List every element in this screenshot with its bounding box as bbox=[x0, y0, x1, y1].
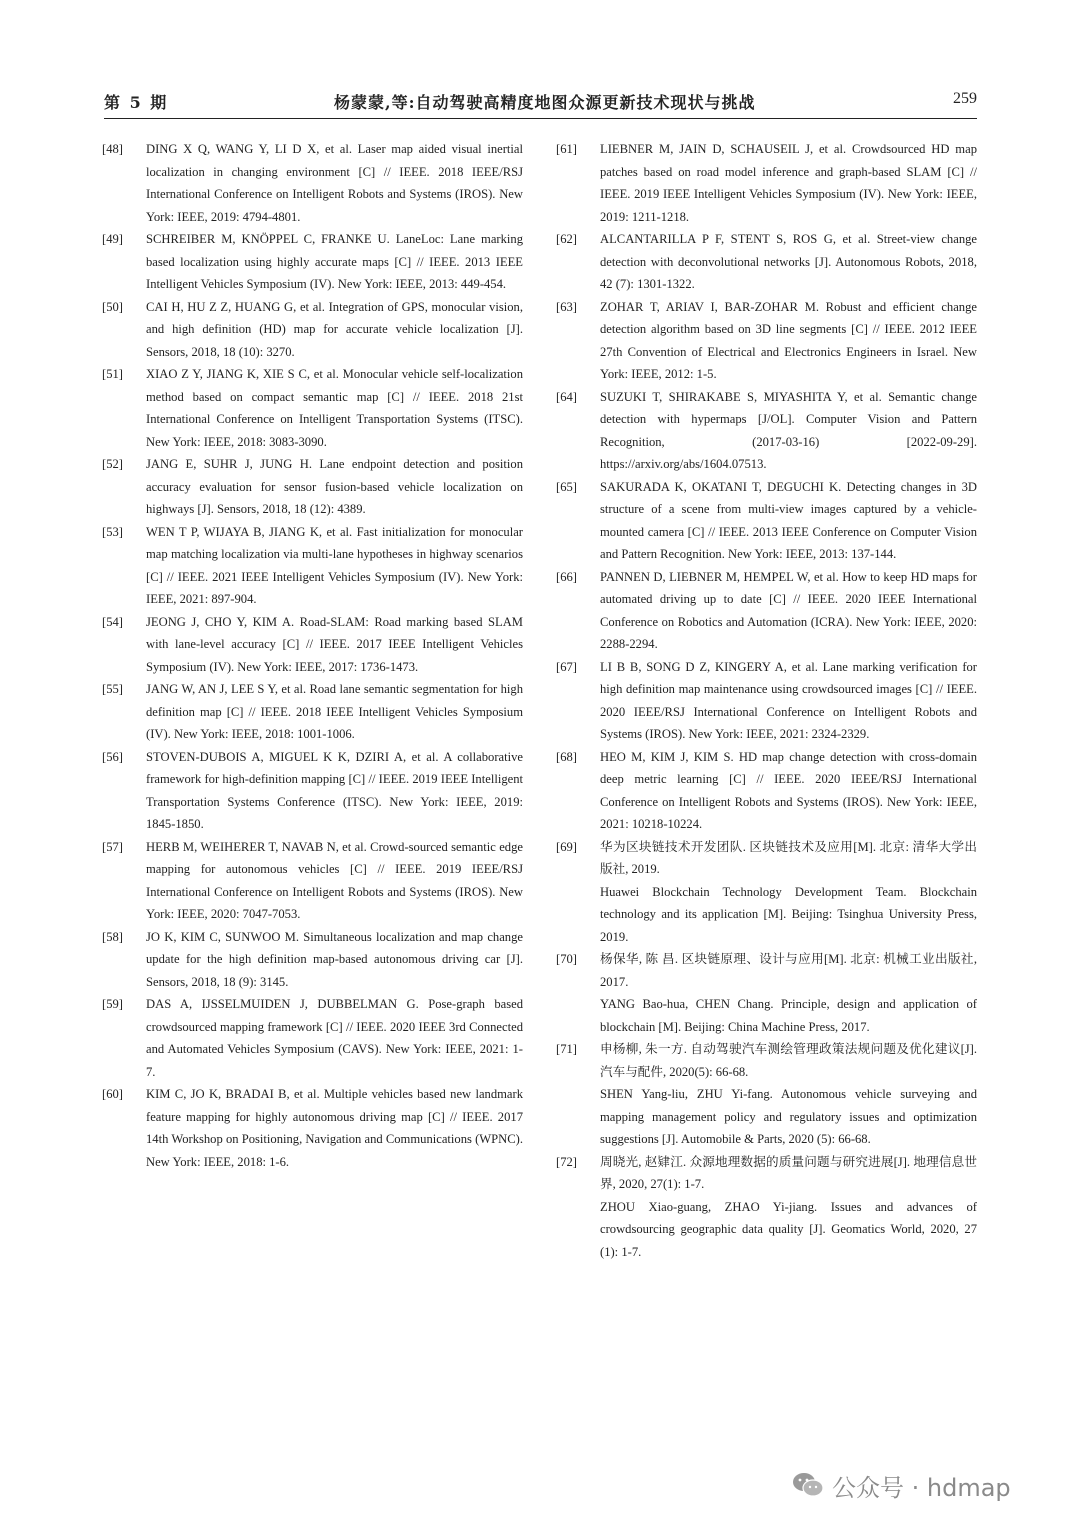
reference-number: [72] bbox=[556, 1154, 577, 1169]
reference-item bbox=[556, 746, 977, 836]
reference-number: [52] bbox=[102, 457, 123, 471]
reference-item bbox=[102, 746, 523, 836]
reference-item bbox=[556, 138, 977, 228]
reference-item bbox=[556, 228, 977, 296]
reference-number: [64] bbox=[556, 389, 577, 404]
reference-text: CAI H, HU Z Z, HUANG G, et al. Integration of GPS, monocular vision, and high definition (HD) map for accurate vehicle localization [J]. Sensors, 2018, 18 (10): 3270. bbox=[146, 299, 523, 359]
page-header bbox=[104, 88, 977, 119]
reference-number: [50] bbox=[102, 299, 123, 314]
reference-text: PANNEN D, LIEBNER M, HEMPEL W, et al. How to keep HD maps for automated driving up to date [C] // IEEE. 2020 IEEE International Conference on Robotics and Automation (ICRA). New York: IEEE, 2020: 2288-2294. bbox=[600, 569, 977, 651]
reference-text: ALCANTARILLA P F, STENT S, ROS G, et al. Street-view change detection with deconvolutional networks [J]. Autonomous Robots, 2018, 42 (7): 1301-1322. bbox=[600, 232, 977, 291]
reference-number: [56] bbox=[102, 749, 123, 764]
reference-item bbox=[102, 521, 523, 611]
reference-item bbox=[556, 836, 977, 949]
reference-item bbox=[102, 926, 523, 994]
reference-item bbox=[556, 296, 977, 386]
reference-number: [69] bbox=[556, 839, 577, 854]
reference-item bbox=[556, 386, 977, 476]
reference-item bbox=[556, 1038, 977, 1151]
reference-text: WEN T P, WIJAYA B, JIANG K, et al. Fast initialization for monocular map matching localization via multi-lane hypotheses in highway scenarios [C] // IEEE. 2021 IEEE Intelligent Vehicles Symposium (IV). New York: IEEE, 2021: 897-904. bbox=[146, 524, 523, 606]
watermark bbox=[792, 1468, 1011, 1502]
reference-text: STOVEN-DUBOIS A, MIGUEL K K, DZIRI A, et al. A collaborative framework for high-definition mapping [C] // IEEE. 2019 IEEE Intelligent Transportation Systems Conference (ITSC). New York: IEEE, 2019: 1845-1850. bbox=[146, 749, 523, 831]
reference-item bbox=[556, 566, 977, 656]
reference-text: JO K, KIM C, SUNWOO M. Simultaneous localization and map change update for the high definition map-based autonomous driving car [J]. Sensors, 2018, 18 (9): 3145. bbox=[146, 929, 523, 989]
reference-number: [51] bbox=[102, 367, 123, 381]
reference-text: JANG W, AN J, LEE S Y, et al. Road lane semantic segmentation for high definition map [C] // IEEE. 2018 IEEE Intelligent Vehicles Symposium (IV). New York: IEEE, 2018: 1001-1006. bbox=[146, 682, 523, 741]
references-right-column bbox=[556, 138, 977, 1263]
reference-text: HEO M, KIM J, KIM S. HD map change detection with cross-domain deep metric learning [C] // IEEE. 2020 IEEE/RSJ International Conference on Intelligent Robots and Systems (IROS). New York: IEEE, 2021: 10218-10224. bbox=[600, 749, 977, 831]
reference-text: KIM C, JO K, BRADAI B, et al. Multiple vehicles based new landmark feature mapping for highly autonomous driving map [C] // IEEE. 2017 14th Workshop on Positioning, Navigation and Communications (WPNC). New York: IEEE, 2018: 1-6. bbox=[146, 1087, 523, 1169]
reference-english-text: YANG Bao-hua, CHEN Chang. Principle, design and application of blockchain [M]. Beijing: China Machine Press, 2017. bbox=[600, 997, 977, 1034]
reference-number: [68] bbox=[556, 749, 577, 764]
reference-number: [49] bbox=[102, 232, 123, 246]
reference-number: [48] bbox=[102, 142, 123, 156]
reference-item bbox=[102, 363, 523, 453]
reference-item bbox=[102, 611, 523, 679]
reference-number: [63] bbox=[556, 299, 577, 314]
references-left-column bbox=[102, 138, 523, 1173]
reference-text: DAS A, IJSSELMUIDEN J, DUBBELMAN G. Pose-graph based crowdsourced mapping framework [C] // IEEE. 2020 IEEE 3rd Connected and Automated Vehicles Symposium (CAVS). New York: IEEE, 2021: 1-7. bbox=[146, 997, 523, 1079]
reference-item bbox=[102, 228, 523, 296]
reference-text: LI B B, SONG D Z, KINGERY A, et al. Lane marking verification for high definition map maintenance using crowdsourced images [C] // IEEE. 2020 IEEE/RSJ International Conference on Intelligent Robots and Systems (IROS). New York: IEEE, 2021: 2324-2329. bbox=[600, 659, 977, 741]
reference-item bbox=[102, 138, 523, 228]
reference-number: [71] bbox=[556, 1042, 577, 1056]
reference-number: [62] bbox=[556, 232, 577, 246]
reference-item bbox=[556, 476, 977, 566]
reference-item bbox=[556, 1151, 977, 1264]
reference-item bbox=[102, 296, 523, 364]
reference-text: SAKURADA K, OKATANI T, DEGUCHI K. Detecting changes in 3D structure of a scene from multi-view images captured by a vehicle-mounted camera [C] // IEEE. 2013 IEEE Conference on Computer Vision and Pattern Recognition. New York: IEEE, 2013: 137-144. bbox=[600, 479, 977, 561]
reference-item bbox=[102, 678, 523, 746]
reference-number: [54] bbox=[102, 614, 123, 629]
reference-number: [66] bbox=[556, 569, 577, 584]
reference-english-text: Huawei Blockchain Technology Development Team. Blockchain technology and its application [M]. Beijing: Tsinghua University Press, 2019. bbox=[600, 884, 977, 944]
wechat-icon bbox=[792, 1472, 824, 1498]
reference-text: 杨保华, 陈 昌. 区块链原理、设计与应用[M]. 北京: 机械工业出版社, 2017. bbox=[600, 952, 977, 989]
reference-text: JANG E, SUHR J, JUNG H. Lane endpoint detection and position accuracy evaluation for sensor fusion-based vehicle localization on highways [J]. Sensors, 2018, 18 (12): 4389. bbox=[146, 457, 523, 516]
issue-number: 第 5 期 bbox=[104, 93, 169, 112]
reference-text: LIEBNER M, JAIN D, SCHAUSEIL J, et al. Crowdsourced HD map patches based on road model inference and graph-based SLAM [C] // IEEE. 2019 IEEE Intelligent Vehicles Symposium (IV). New York: IEEE, 2019: 1211-1218. bbox=[600, 142, 977, 224]
reference-text: JEONG J, CHO Y, KIM A. Road-SLAM: Road marking based SLAM with lane-level accuracy [C] // IEEE. 2017 IEEE Intelligent Vehicles Symposium (IV). New York: IEEE, 2017: 1736-1473. bbox=[146, 614, 523, 674]
reference-item bbox=[556, 948, 977, 1038]
reference-text: HERB M, WEIHERER T, NAVAB N, et al. Crowd-sourced semantic edge mapping for autonomous vehicles [C] // IEEE. 2019 IEEE/RSJ International Conference on Intelligent Robots and Systems (IROS). New York: IEEE, 2020: 7047-7053. bbox=[146, 839, 523, 921]
reference-item bbox=[102, 993, 523, 1083]
reference-text: XIAO Z Y, JIANG K, XIE S C, et al. Monocular vehicle self-localization method based on compact semantic map [C] // IEEE. 2018 21st International Conference on Intelligent Transportation Systems (ITSC). New York: IEEE, 2018: 3083-3090. bbox=[146, 367, 523, 449]
reference-english-text: ZHOU Xiao-guang, ZHAO Yi-jiang. Issues and advances of crowdsourcing geographic data quality [J]. Geomatics World, 2020, 27 (1): 1-7. bbox=[600, 1199, 977, 1259]
reference-text: 周晓光, 赵肄江. 众源地理数据的质量问题与研究进展[J]. 地理信息世界, 2020, 27(1): 1-7. bbox=[600, 1154, 977, 1191]
reference-number: [53] bbox=[102, 524, 123, 539]
reference-number: [60] bbox=[102, 1087, 123, 1101]
reference-text: 华为区块链技术开发团队. 区块链技术及应用[M]. 北京: 清华大学出版社, 2019. bbox=[600, 839, 977, 876]
reference-number: [67] bbox=[556, 659, 577, 674]
reference-item bbox=[102, 453, 523, 521]
reference-item bbox=[556, 656, 977, 746]
reference-item bbox=[102, 836, 523, 926]
reference-number: [61] bbox=[556, 142, 577, 156]
reference-number: [57] bbox=[102, 839, 123, 854]
reference-english-text: SHEN Yang-liu, ZHU Yi-fang. Autonomous vehicle surveying and mapping management policy and regulatory issues and optimization suggestions [J]. Automobile & Parts, 2020 (5): 66-68. bbox=[600, 1087, 977, 1146]
reference-number: [65] bbox=[556, 479, 577, 494]
reference-text: ZOHAR T, ARIAV I, BAR-ZOHAR M. Robust and efficient change detection algorithm based on 3D line segments [C] // IEEE. 2012 IEEE 27th Convention of Electrical and Electronics Engineers in Israel. New York: IEEE, 2012: 1-5. bbox=[600, 299, 977, 381]
reference-text: 申杨柳, 朱一方. 自动驾驶汽车测绘管理政策法规问题及优化建议[J]. 汽车与配件, 2020(5): 66-68. bbox=[600, 1042, 977, 1079]
reference-item bbox=[102, 1083, 523, 1173]
reference-number: [55] bbox=[102, 682, 123, 696]
reference-text: SUZUKI T, SHIRAKABE S, MIYASHITA Y, et al. Semantic change detection with hypermaps [J/OL]. Computer Vision and Pattern Recognition, (2017-03-16) [2022-09-29]. https://arxiv.org/abs/1604.07513. bbox=[600, 389, 977, 471]
reference-text: DING X Q, WANG Y, LI D X, et al. Laser map aided visual inertial localization in changing environment [C] // IEEE. 2018 IEEE/RSJ International Conference on Intelligent Robots and Systems (IROS). New York: IEEE, 2019: 4794-4801. bbox=[146, 142, 523, 224]
running-title: 杨蒙蒙,等:自动驾驶高精度地图众源更新技术现状与挑战 bbox=[334, 93, 756, 112]
page-number: 259 bbox=[953, 90, 977, 107]
watermark-text: 公众号 · hdmap bbox=[832, 1473, 1011, 1502]
reference-number: [59] bbox=[102, 997, 123, 1011]
reference-number: [58] bbox=[102, 929, 123, 944]
reference-text: SCHREIBER M, KNÖPPEL C, FRANKE U. LaneLoc: Lane marking based localization using highly accurate maps [C] // IEEE. 2013 IEEE Intelligent Vehicles Symposium (IV). New York: IEEE, 2013: 449-454. bbox=[146, 232, 523, 291]
reference-number: [70] bbox=[556, 952, 577, 966]
